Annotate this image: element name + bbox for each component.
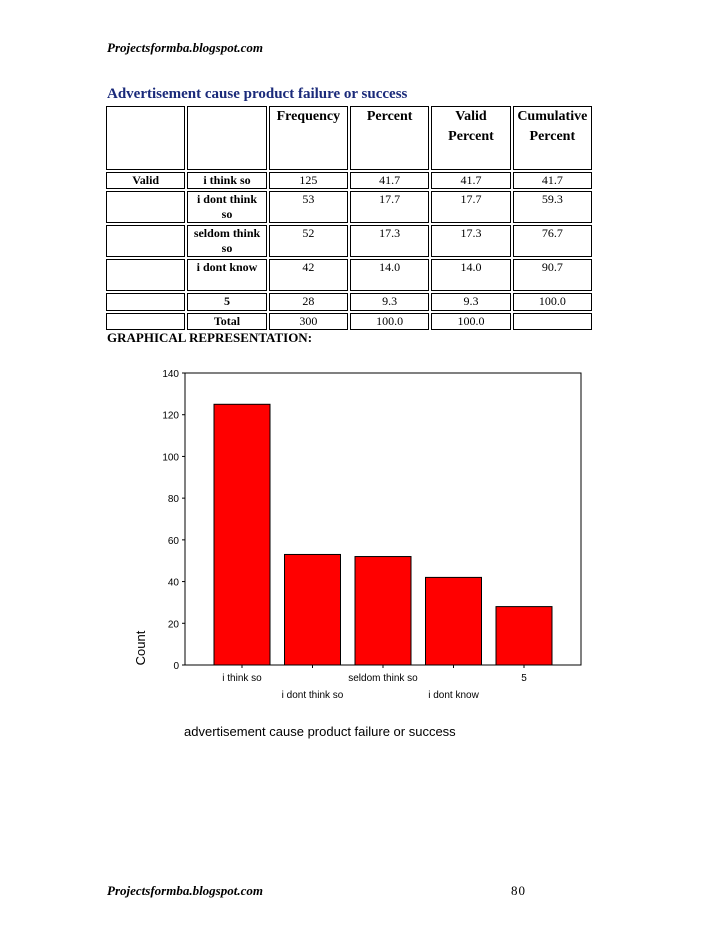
table-title: Advertisement cause product failure or success bbox=[107, 86, 408, 102]
row-label-cell: i dont think so bbox=[187, 191, 266, 223]
row-group-cell bbox=[106, 293, 185, 311]
table-row bbox=[106, 259, 592, 291]
x-axis bbox=[222, 665, 527, 701]
bar-chart bbox=[0, 360, 728, 750]
bars-group bbox=[214, 404, 552, 665]
row-group-cell bbox=[106, 313, 185, 330]
header-cumulative-percent: Cumulative Percent bbox=[513, 106, 592, 170]
header-percent: Percent bbox=[350, 106, 429, 170]
y-tick-label: 140 bbox=[162, 369, 179, 380]
cumulative-percent-cell: 59.3 bbox=[513, 191, 592, 223]
x-tick-label: i dont know bbox=[428, 690, 479, 701]
table-row bbox=[106, 293, 592, 311]
header-site-name: Projectsformba.blogspot.com bbox=[107, 40, 263, 55]
x-axis-label: advertisement cause product failure or success bbox=[184, 724, 456, 739]
page-number: 80 bbox=[511, 883, 526, 898]
y-tick-label: 60 bbox=[167, 535, 179, 547]
cumulative-percent-cell: 41.7 bbox=[513, 172, 592, 189]
frequency-cell: 52 bbox=[269, 225, 348, 257]
row-label-cell: seldom think so bbox=[187, 225, 266, 257]
y-axis-label: Count bbox=[133, 630, 148, 666]
bar bbox=[285, 554, 341, 665]
table-row bbox=[106, 172, 592, 189]
table-row bbox=[106, 191, 592, 223]
bar bbox=[496, 607, 552, 665]
valid-percent-cell: 14.0 bbox=[431, 259, 510, 291]
section-heading: GRAPHICAL REPRESENTATION: bbox=[107, 330, 313, 345]
table-header-row bbox=[106, 106, 592, 170]
header-cell-label bbox=[187, 106, 266, 170]
row-group-cell bbox=[106, 191, 185, 223]
row-group-cell bbox=[106, 225, 185, 257]
bar bbox=[355, 557, 411, 665]
table-row bbox=[106, 313, 592, 330]
cumulative-percent-cell: 90.7 bbox=[513, 259, 592, 291]
valid-percent-cell: 9.3 bbox=[431, 293, 510, 311]
percent-cell: 100.0 bbox=[350, 313, 429, 330]
row-label-cell: Total bbox=[187, 313, 266, 330]
x-tick-label: i dont think so bbox=[281, 690, 344, 701]
frequency-cell: 28 bbox=[269, 293, 348, 311]
row-group-cell bbox=[106, 259, 185, 291]
bar bbox=[214, 404, 270, 665]
percent-cell: 14.0 bbox=[350, 259, 429, 291]
cumulative-percent-cell bbox=[513, 313, 592, 330]
valid-percent-cell: 100.0 bbox=[431, 313, 510, 330]
y-tick-label: 0 bbox=[173, 661, 179, 672]
x-tick-label: seldom think so bbox=[348, 673, 418, 684]
row-group-cell: Valid bbox=[106, 172, 185, 189]
header-cell-group bbox=[106, 106, 185, 170]
bar bbox=[426, 577, 482, 665]
y-tick-label: 20 bbox=[167, 619, 179, 631]
header-valid-percent: Valid Percent bbox=[431, 106, 510, 170]
frequency-cell: 42 bbox=[269, 259, 348, 291]
x-tick-label: 5 bbox=[521, 673, 527, 684]
percent-cell: 17.7 bbox=[350, 191, 429, 223]
valid-percent-cell: 17.7 bbox=[431, 191, 510, 223]
percent-cell: 41.7 bbox=[350, 172, 429, 189]
table-body bbox=[106, 172, 592, 330]
frequency-cell: 53 bbox=[269, 191, 348, 223]
footer-site-name: Projectsformba.blogspot.com bbox=[107, 883, 263, 898]
valid-percent-cell: 41.7 bbox=[431, 172, 510, 189]
frequency-table bbox=[104, 104, 594, 332]
row-label-cell: 5 bbox=[187, 293, 266, 311]
frequency-cell: 300 bbox=[269, 313, 348, 330]
header-frequency: Frequency bbox=[269, 106, 348, 170]
percent-cell: 17.3 bbox=[350, 225, 429, 257]
x-tick-label: i think so bbox=[222, 673, 262, 684]
percent-cell: 9.3 bbox=[350, 293, 429, 311]
valid-percent-cell: 17.3 bbox=[431, 225, 510, 257]
y-axis bbox=[162, 369, 185, 672]
row-label-cell: i dont know bbox=[187, 259, 266, 291]
cumulative-percent-cell: 76.7 bbox=[513, 225, 592, 257]
cumulative-percent-cell: 100.0 bbox=[513, 293, 592, 311]
table-row bbox=[106, 225, 592, 257]
row-label-cell: i think so bbox=[187, 172, 266, 189]
y-tick-label: 120 bbox=[162, 410, 179, 422]
y-tick-label: 80 bbox=[167, 494, 179, 506]
y-tick-label: 100 bbox=[162, 452, 179, 464]
y-tick-label: 40 bbox=[167, 577, 179, 589]
frequency-cell: 125 bbox=[269, 172, 348, 189]
